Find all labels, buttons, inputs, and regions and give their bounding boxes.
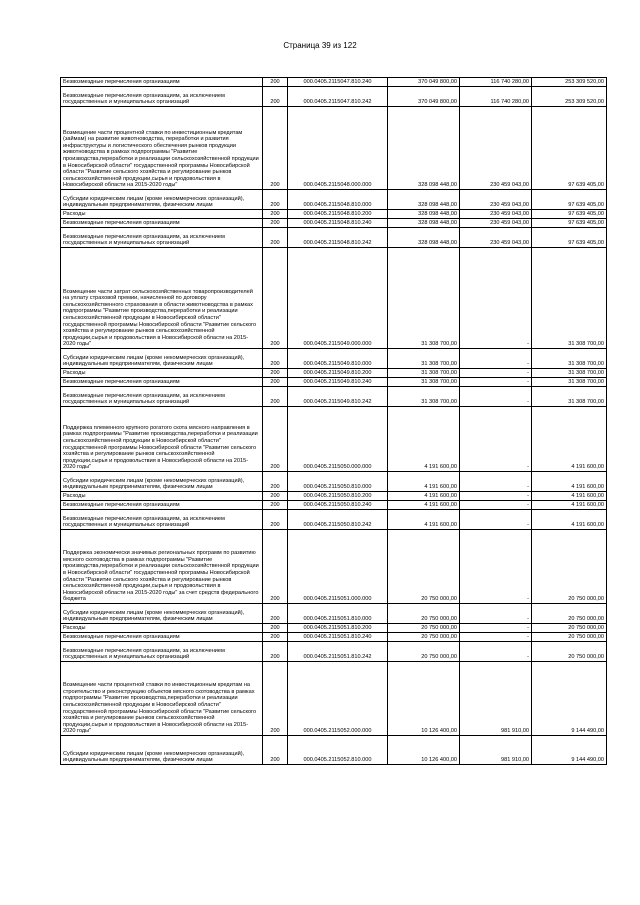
table-row bbox=[61, 378, 607, 387]
row-description: Поддержка племенного крупного рогатого скота мясного направления в рамках подпрограммы "Развитие производства,переработки и реализации сельскохозяйственной продукции в Новосибирской области" государственной программы Новосибирской области "Развитие сельского хозяйства и регулирование рынков сельскохозяйственной продукции,сырья и продовольствия в Новосибирской области на 2015-2020 годы" bbox=[61, 407, 263, 472]
row-description: Безвозмездные перечисления организациям, за исключением государственных и муниципальных организаций bbox=[61, 510, 263, 530]
row-code: 200 bbox=[263, 349, 288, 369]
row-executed-amount: - bbox=[460, 510, 532, 530]
row-remaining-amount: 97 639 405,00 bbox=[532, 228, 607, 248]
row-executed-amount: - bbox=[460, 642, 532, 662]
row-executed-amount: - bbox=[460, 349, 532, 369]
table-row bbox=[61, 530, 607, 604]
row-description: Субсидии юридическим лицам (кроме некоммерческих организаций), индивидуальным предпринимателям, физическим лицам bbox=[61, 604, 263, 624]
row-code: 200 bbox=[263, 107, 288, 190]
row-classification: 000.0405.2115049.000.000 bbox=[288, 248, 388, 349]
row-code: 200 bbox=[263, 87, 288, 107]
row-description: Безвозмездные перечисления организациям bbox=[61, 78, 263, 87]
row-executed-amount: 981 910,00 bbox=[460, 736, 532, 765]
row-remaining-amount: 4 191 600,00 bbox=[532, 501, 607, 510]
row-remaining-amount: 253 309 520,00 bbox=[532, 87, 607, 107]
row-classification: 000.0405.2115048.810.000 bbox=[288, 190, 388, 210]
row-description: Субсидии юридическим лицам (кроме некоммерческих организаций), индивидуальным предпринимателям, физическим лицам bbox=[61, 190, 263, 210]
row-classification: 000.0405.2115048.810.242 bbox=[288, 228, 388, 248]
row-executed-amount: - bbox=[460, 472, 532, 492]
row-remaining-amount: 97 639 405,00 bbox=[532, 107, 607, 190]
row-description: Поддержка экономически значимых региональных программ по развитию мясного скотоводства в рамках подпрограммы "Развитие производства,переработки и реализации сельскохозяйственной продукции в Новосибирской области" государственной программы Новосибирской области "Развитие сельского хозяйства и регулирование рынков сельскохозяйственной продукции,сырья и продовольствия в Новосибирской области на 2015-2020 годы" за счет средств федерального бюджета bbox=[61, 530, 263, 604]
row-code: 200 bbox=[263, 228, 288, 248]
row-code: 200 bbox=[263, 736, 288, 765]
table-row bbox=[61, 210, 607, 219]
row-classification: 000.0405.2115049.810.200 bbox=[288, 369, 388, 378]
table-row bbox=[61, 662, 607, 736]
row-approved-amount: 31 308 700,00 bbox=[388, 349, 460, 369]
row-code: 200 bbox=[263, 624, 288, 633]
table-row bbox=[61, 642, 607, 662]
row-description: Возмещение части процентной ставки по инвестиционным кредитам на строительство и реконструкцию объектов мясного скотоводства в рамках подпрограммы "Развитие производства,переработки и реализации сельскохозяйственной продукции в Новосибирской области" государственной программы Новосибирской области "Развитие сельского хозяйства и регулирование рынков сельскохозяйственной продукции,сырья и продовольствия в Новосибирской области на 2015-2020 годы" bbox=[61, 662, 263, 736]
row-description: Безвозмездные перечисления организациям bbox=[61, 378, 263, 387]
row-approved-amount: 10 126 400,00 bbox=[388, 662, 460, 736]
row-remaining-amount: 9 144 490,00 bbox=[532, 662, 607, 736]
row-executed-amount: 230 459 043,00 bbox=[460, 210, 532, 219]
row-approved-amount: 20 750 000,00 bbox=[388, 633, 460, 642]
row-description: Безвозмездные перечисления организациям bbox=[61, 501, 263, 510]
table-row bbox=[61, 369, 607, 378]
row-classification: 000.0405.2115051.810.242 bbox=[288, 642, 388, 662]
row-description: Субсидии юридическим лицам (кроме некоммерческих организаций), индивидуальным предпринимателям, физическим лицам bbox=[61, 736, 263, 765]
row-approved-amount: 370 049 800,00 bbox=[388, 87, 460, 107]
row-classification: 000.0405.2115049.810.240 bbox=[288, 378, 388, 387]
table-row bbox=[61, 107, 607, 190]
row-remaining-amount: 31 308 700,00 bbox=[532, 248, 607, 349]
row-code: 200 bbox=[263, 472, 288, 492]
row-approved-amount: 4 191 600,00 bbox=[388, 510, 460, 530]
row-approved-amount: 20 750 000,00 bbox=[388, 642, 460, 662]
row-executed-amount: 116 740 280,00 bbox=[460, 78, 532, 87]
row-classification: 000.0405.2115052.000.000 bbox=[288, 662, 388, 736]
row-approved-amount: 4 191 600,00 bbox=[388, 407, 460, 472]
row-remaining-amount: 4 191 600,00 bbox=[532, 472, 607, 492]
row-remaining-amount: 31 308 700,00 bbox=[532, 378, 607, 387]
row-executed-amount: 230 459 043,00 bbox=[460, 107, 532, 190]
row-classification: 000.0405.2115047.810.240 bbox=[288, 78, 388, 87]
row-code: 200 bbox=[263, 662, 288, 736]
row-classification: 000.0405.2115048.810.240 bbox=[288, 219, 388, 228]
row-remaining-amount: 31 308 700,00 bbox=[532, 387, 607, 407]
row-remaining-amount: 4 191 600,00 bbox=[532, 407, 607, 472]
row-approved-amount: 31 308 700,00 bbox=[388, 378, 460, 387]
row-approved-amount: 328 098 448,00 bbox=[388, 210, 460, 219]
row-classification: 000.0405.2115051.000.000 bbox=[288, 530, 388, 604]
row-remaining-amount: 20 750 000,00 bbox=[532, 624, 607, 633]
row-classification: 000.0405.2115051.810.200 bbox=[288, 624, 388, 633]
row-approved-amount: 328 098 448,00 bbox=[388, 219, 460, 228]
row-remaining-amount: 97 639 405,00 bbox=[532, 210, 607, 219]
row-description: Возмещение части процентной ставки по инвестиционным кредитам (займам) на развитие животноводства, переработки и развития инфраструктуры и логистического обеспечения рынков продукции животноводства в рамках подпрограммы "Развитие производства,переработки и реализации сельскохозяйственной продукции в Новосибирской области" государственной программы Новосибирской области "Развитие сельского хозяйства и регулирование рынков сельскохозяйственной продукции,сырья и продовольствия в Новосибирской области на 2015-2020 годы" bbox=[61, 107, 263, 190]
row-approved-amount: 20 750 000,00 bbox=[388, 624, 460, 633]
row-code: 200 bbox=[263, 530, 288, 604]
row-approved-amount: 328 098 448,00 bbox=[388, 190, 460, 210]
row-code: 200 bbox=[263, 248, 288, 349]
table-row bbox=[61, 407, 607, 472]
row-description: Безвозмездные перечисления организациям bbox=[61, 633, 263, 642]
row-executed-amount: - bbox=[460, 492, 532, 501]
row-classification: 000.0405.2115048.000.000 bbox=[288, 107, 388, 190]
row-description: Безвозмездные перечисления организациям, за исключением государственных и муниципальных организаций bbox=[61, 642, 263, 662]
row-classification: 000.0405.2115047.810.242 bbox=[288, 87, 388, 107]
row-approved-amount: 31 308 700,00 bbox=[388, 387, 460, 407]
row-description: Субсидии юридическим лицам (кроме некоммерческих организаций), индивидуальным предпринимателям, физическим лицам bbox=[61, 349, 263, 369]
row-approved-amount: 31 308 700,00 bbox=[388, 248, 460, 349]
row-code: 200 bbox=[263, 78, 288, 87]
row-code: 200 bbox=[263, 642, 288, 662]
row-remaining-amount: 31 308 700,00 bbox=[532, 349, 607, 369]
row-description: Безвозмездные перечисления организациям, за исключением государственных и муниципальных организаций bbox=[61, 228, 263, 248]
row-approved-amount: 4 191 600,00 bbox=[388, 492, 460, 501]
row-remaining-amount: 20 750 000,00 bbox=[532, 642, 607, 662]
row-remaining-amount: 9 144 490,00 bbox=[532, 736, 607, 765]
row-description: Расходы bbox=[61, 210, 263, 219]
row-approved-amount: 20 750 000,00 bbox=[388, 530, 460, 604]
table-row bbox=[61, 87, 607, 107]
row-executed-amount: - bbox=[460, 501, 532, 510]
page-header: Страница 39 из 122 bbox=[283, 41, 357, 50]
row-description: Безвозмездные перечисления организациям bbox=[61, 219, 263, 228]
table-row bbox=[61, 228, 607, 248]
row-approved-amount: 4 191 600,00 bbox=[388, 472, 460, 492]
table-row bbox=[61, 604, 607, 624]
row-classification: 000.0405.2115050.810.240 bbox=[288, 501, 388, 510]
row-classification: 000.0405.2115050.810.200 bbox=[288, 492, 388, 501]
row-executed-amount: - bbox=[460, 624, 532, 633]
row-remaining-amount: 20 750 000,00 bbox=[532, 530, 607, 604]
row-classification: 000.0405.2115049.810.000 bbox=[288, 349, 388, 369]
row-remaining-amount: 4 191 600,00 bbox=[532, 510, 607, 530]
row-code: 200 bbox=[263, 219, 288, 228]
row-classification: 000.0405.2115052.810.000 bbox=[288, 736, 388, 765]
row-executed-amount: - bbox=[460, 378, 532, 387]
row-description: Субсидии юридическим лицам (кроме некоммерческих организаций), индивидуальным предпринимателям, физическим лицам bbox=[61, 472, 263, 492]
row-executed-amount: - bbox=[460, 369, 532, 378]
row-description: Возмещение части затрат сельскохозяйственных товаропроизводителей на уплату страховой премии, начисленной по договору сельскохозяйственного страхования в области животноводства в рамках подпрограммы "Развитие производства,переработки и реализации сельскохозяйственной продукции в Новосибирской области" государственной программы Новосибирской области "Развитие сельского хозяйства и регулирование рынков сельскохозяйственной продукции,сырья и продовольствия в Новосибирской области на 2015-2020 годы" bbox=[61, 248, 263, 349]
table-body bbox=[61, 78, 607, 765]
row-code: 200 bbox=[263, 387, 288, 407]
row-executed-amount: - bbox=[460, 248, 532, 349]
budget-table bbox=[60, 77, 607, 765]
row-code: 200 bbox=[263, 369, 288, 378]
row-description: Расходы bbox=[61, 492, 263, 501]
table-row bbox=[61, 736, 607, 765]
row-code: 200 bbox=[263, 633, 288, 642]
row-approved-amount: 328 098 448,00 bbox=[388, 107, 460, 190]
table-row bbox=[61, 624, 607, 633]
table-row bbox=[61, 492, 607, 501]
row-approved-amount: 4 191 600,00 bbox=[388, 501, 460, 510]
row-code: 200 bbox=[263, 407, 288, 472]
row-executed-amount: 230 459 043,00 bbox=[460, 190, 532, 210]
table-row bbox=[61, 78, 607, 87]
row-executed-amount: - bbox=[460, 407, 532, 472]
row-classification: 000.0405.2115048.810.200 bbox=[288, 210, 388, 219]
row-remaining-amount: 20 750 000,00 bbox=[532, 633, 607, 642]
row-executed-amount: 981 910,00 bbox=[460, 662, 532, 736]
row-code: 200 bbox=[263, 510, 288, 530]
table-row bbox=[61, 248, 607, 349]
row-description: Расходы bbox=[61, 624, 263, 633]
row-description: Безвозмездные перечисления организациям, за исключением государственных и муниципальных организаций bbox=[61, 87, 263, 107]
row-executed-amount: - bbox=[460, 604, 532, 624]
row-code: 200 bbox=[263, 210, 288, 219]
table-row bbox=[61, 510, 607, 530]
row-remaining-amount: 4 191 600,00 bbox=[532, 492, 607, 501]
row-classification: 000.0405.2115051.810.000 bbox=[288, 604, 388, 624]
table-row bbox=[61, 633, 607, 642]
row-remaining-amount: 31 308 700,00 bbox=[532, 369, 607, 378]
row-description: Расходы bbox=[61, 369, 263, 378]
row-remaining-amount: 253 309 520,00 bbox=[532, 78, 607, 87]
row-executed-amount: - bbox=[460, 387, 532, 407]
row-approved-amount: 328 098 448,00 bbox=[388, 228, 460, 248]
row-remaining-amount: 20 750 000,00 bbox=[532, 604, 607, 624]
row-approved-amount: 370 049 800,00 bbox=[388, 78, 460, 87]
row-approved-amount: 31 308 700,00 bbox=[388, 369, 460, 378]
row-executed-amount: 116 740 280,00 bbox=[460, 87, 532, 107]
row-code: 200 bbox=[263, 604, 288, 624]
row-executed-amount: 230 459 043,00 bbox=[460, 219, 532, 228]
table-row bbox=[61, 387, 607, 407]
row-classification: 000.0405.2115051.810.240 bbox=[288, 633, 388, 642]
row-remaining-amount: 97 639 405,00 bbox=[532, 190, 607, 210]
row-code: 200 bbox=[263, 492, 288, 501]
row-description: Безвозмездные перечисления организациям, за исключением государственных и муниципальных организаций bbox=[61, 387, 263, 407]
row-code: 200 bbox=[263, 501, 288, 510]
table-row bbox=[61, 501, 607, 510]
row-code: 200 bbox=[263, 190, 288, 210]
row-remaining-amount: 97 639 405,00 bbox=[532, 219, 607, 228]
row-approved-amount: 10 126 400,00 bbox=[388, 736, 460, 765]
table-row bbox=[61, 349, 607, 369]
row-classification: 000.0405.2115050.810.000 bbox=[288, 472, 388, 492]
table-row bbox=[61, 219, 607, 228]
row-executed-amount: - bbox=[460, 633, 532, 642]
row-classification: 000.0405.2115050.810.242 bbox=[288, 510, 388, 530]
row-code: 200 bbox=[263, 378, 288, 387]
table-row bbox=[61, 190, 607, 210]
row-approved-amount: 20 750 000,00 bbox=[388, 604, 460, 624]
table-row bbox=[61, 472, 607, 492]
row-classification: 000.0405.2115050.000.000 bbox=[288, 407, 388, 472]
row-executed-amount: - bbox=[460, 530, 532, 604]
row-classification: 000.0405.2115049.810.242 bbox=[288, 387, 388, 407]
row-executed-amount: 230 459 043,00 bbox=[460, 228, 532, 248]
